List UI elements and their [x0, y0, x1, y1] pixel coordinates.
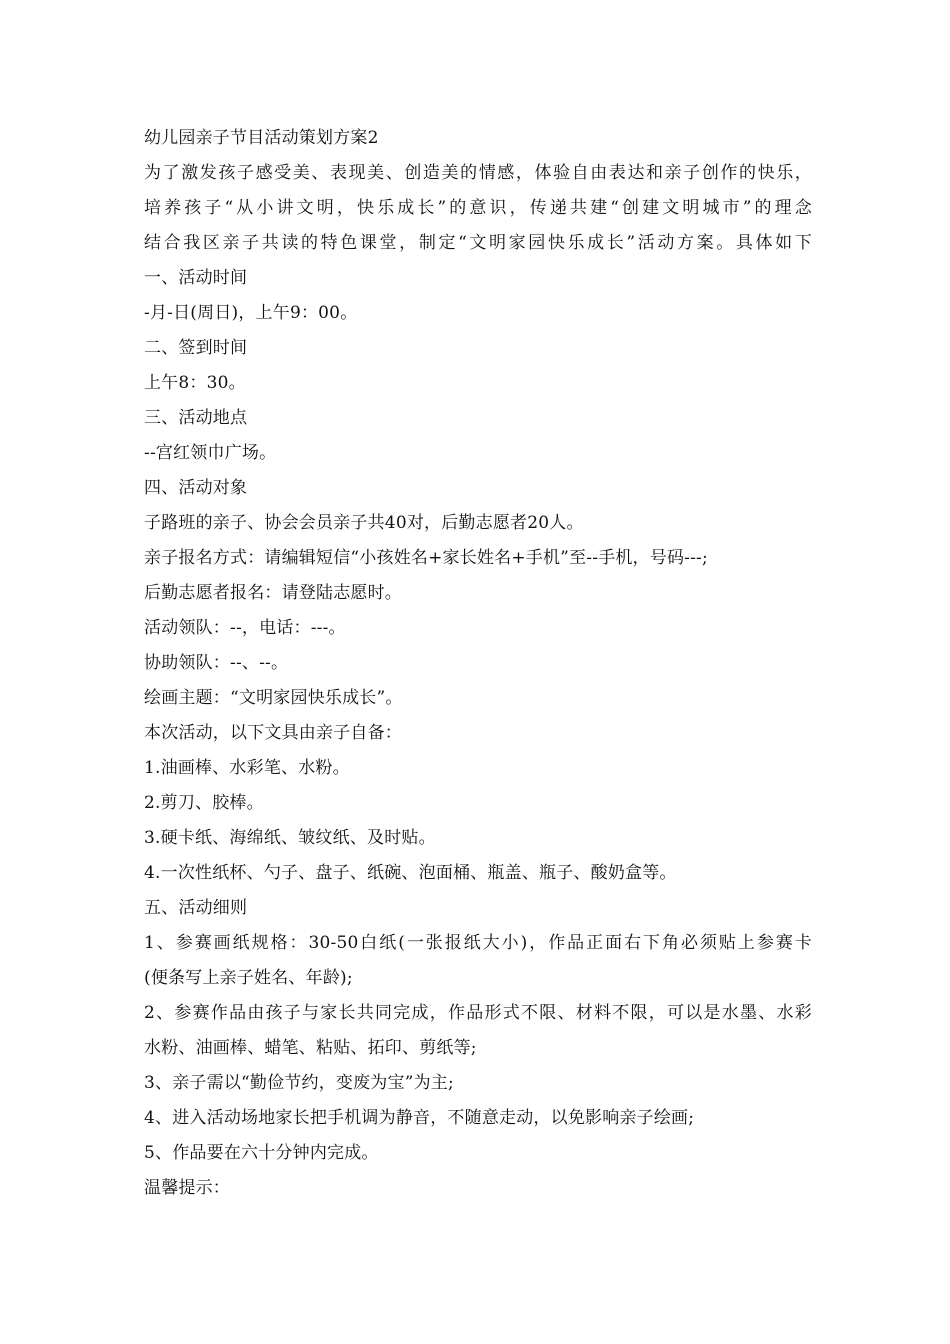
- section-heading: 三、活动地点: [144, 408, 248, 428]
- section-heading: 四、活动对象: [144, 478, 248, 498]
- list-item: 1、参赛画纸规格：30-50白纸(一张报纸大小)，作品正面右下角必须贴上参赛卡: [144, 933, 812, 953]
- paragraph-line: 后勤志愿者报名：请登陆志愿时。: [144, 583, 402, 603]
- list-item-continuation: 水粉、油画棒、蜡笔、粘贴、拓印、剪纸等;: [144, 1038, 477, 1058]
- list-item: 2、参赛作品由孩子与家长共同完成，作品形式不限、材料不限，可以是水墨、水彩: [144, 1003, 812, 1023]
- section-heading: 二、签到时间: [144, 338, 248, 358]
- list-item: 4、进入活动场地家长把手机调为静音，不随意走动，以免影响亲子绘画;: [144, 1108, 695, 1128]
- paragraph-line: 活动领队：--，电话：---。: [144, 618, 346, 638]
- paragraph-line: 本次活动，以下文具由亲子自备：: [144, 723, 402, 743]
- list-item-continuation: (便条写上亲子姓名、年龄);: [144, 968, 353, 988]
- list-item: 3、亲子需以“勤俭节约，变废为宝”为主;: [144, 1073, 454, 1093]
- paragraph-line: 子路班的亲子、协会会员亲子共40对，后勤志愿者20人。: [144, 513, 584, 533]
- paragraph-line: --宫红领巾广场。: [144, 443, 277, 463]
- paragraph-line: 亲子报名方式：请编辑短信“小孩姓名+家长姓名+手机”至--手机，号码---;: [144, 548, 708, 568]
- paragraph-line: 为了激发孩子感受美、表现美、创造美的情感，体验自由表达和亲子创作的快乐，: [144, 163, 812, 183]
- paragraph-line: 温馨提示：: [144, 1178, 230, 1198]
- list-item: 4.一次性纸杯、勺子、盘子、纸碗、泡面桶、瓶盖、瓶子、酸奶盒等。: [144, 863, 677, 883]
- document-title: 幼儿园亲子节目活动策划方案2: [144, 128, 379, 148]
- section-heading: 一、活动时间: [144, 268, 248, 288]
- paragraph-line: 培养孩子“从小讲文明，快乐成长”的意识，传递共建“创建文明城市”的理念: [144, 198, 812, 218]
- list-item: 3.硬卡纸、海绵纸、皱纹纸、及时贴。: [144, 828, 436, 848]
- paragraph-line: 结合我区亲子共读的特色课堂，制定“文明家园快乐成长”活动方案。具体如下: [144, 233, 812, 253]
- list-item: 5、作品要在六十分钟内完成。: [144, 1143, 379, 1163]
- list-item: 1.油画棒、水彩笔、水粉。: [144, 758, 350, 778]
- paragraph-line: 绘画主题：“文明家园快乐成长”。: [144, 688, 403, 708]
- paragraph-line: 上午8：30。: [144, 373, 246, 393]
- document-body: [144, 121, 812, 1206]
- list-item: 2.剪刀、胶棒。: [144, 793, 264, 813]
- paragraph-line: -月-日(周日)，上午9：00。: [144, 303, 358, 323]
- paragraph-line: 协助领队：--、--。: [144, 653, 289, 673]
- section-heading: 五、活动细则: [144, 898, 248, 918]
